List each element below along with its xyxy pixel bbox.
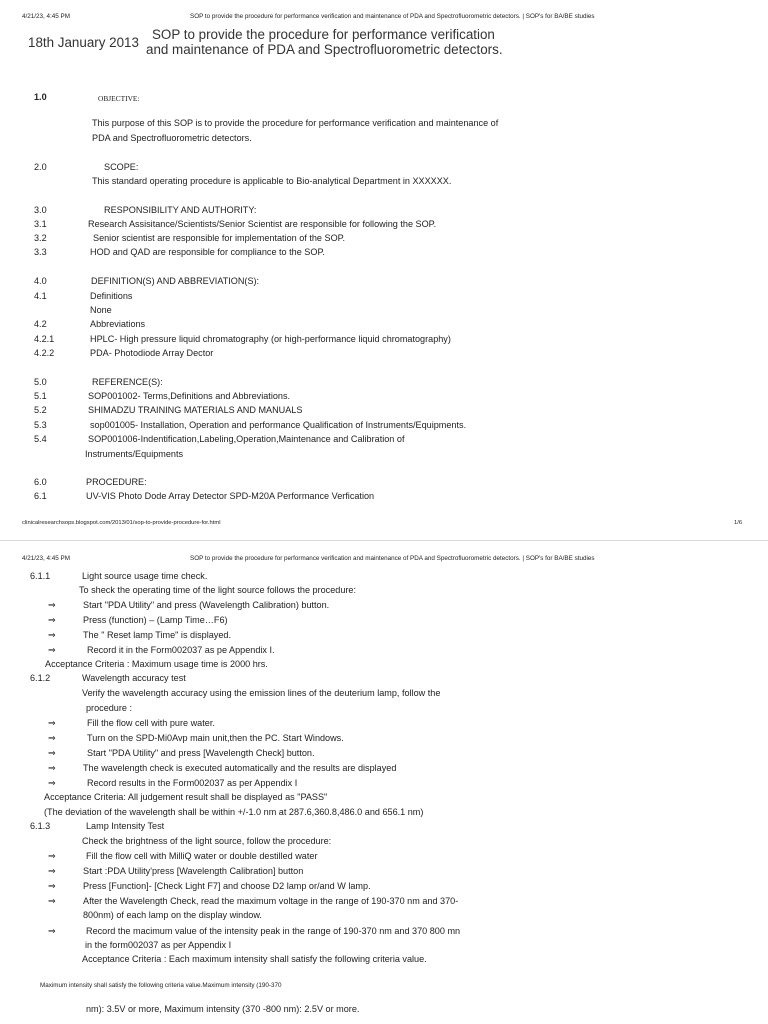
section-number: 3.2: [34, 233, 47, 243]
arrow-icon: ⇒: [48, 733, 56, 743]
arrow-icon: ⇒: [48, 748, 56, 758]
body-text: To sheck the operating time of the light source follows the procedure:: [79, 585, 357, 595]
acceptance-criteria: Acceptance Criteria : Maximum usage time is 2000 hrs.: [45, 659, 268, 669]
section-number: 6.0: [34, 477, 47, 487]
criteria-value-small: Maximum intensity shall satisfy the following criteria value.Maximum intensity (190-370: [40, 982, 282, 989]
section-number: 5.1: [34, 391, 47, 401]
step-text: Turn on the SPD-Mi0Avp main unit,then the PC. Start Windows.: [87, 733, 344, 743]
section-heading: PROCEDURE:: [86, 477, 147, 487]
section-heading: SCOPE:: [104, 162, 139, 172]
criteria-value: nm): 3.5V or more, Maximum intensity (370 -800 nm): 2.5V or more.: [86, 1004, 360, 1014]
print-footer-url[interactable]: clinicalresearchsops.blogspot.com/2013/01/sop-to-provide-procedure-for.html: [22, 520, 221, 526]
acceptance-criteria: Acceptance Criteria: All judgement result shall be displayed as "PASS": [44, 792, 328, 802]
arrow-icon: ⇒: [48, 763, 56, 773]
arrow-icon: ⇒: [48, 645, 56, 655]
section-number: 6.1.3: [30, 821, 51, 831]
page-divider: [0, 540, 768, 541]
body-text: PDA and Spectrofluorometric detectors.: [92, 133, 252, 143]
body-text: None: [90, 305, 112, 315]
section-number: 1.0: [34, 92, 47, 102]
section-number: 3.3: [34, 247, 47, 257]
body-text: HPLC- High pressure liquid chromatography (or high-performance liquid chromatography): [90, 334, 451, 344]
subsection-heading: Light source usage time check.: [82, 571, 208, 581]
arrow-icon: ⇒: [48, 851, 56, 861]
page-title-line-1: SOP to provide the procedure for performance verification: [152, 27, 495, 42]
section-number: 4.2.2: [34, 348, 55, 358]
body-text: SOP001002- Terms,Definitions and Abbreviations.: [88, 391, 291, 401]
post-date: 18th January 2013: [28, 35, 139, 50]
acceptance-criteria: Acceptance Criteria : Each maximum intensity shall satisfy the following criteria value.: [82, 954, 427, 964]
section-number: 3.0: [34, 205, 47, 215]
body-text: sop001005- Installation, Operation and performance Qualification of Instruments/Equipments.: [90, 420, 467, 430]
step-text: After the Wavelength Check, read the maximum voltage in the range of 190-370 nm and 370-: [83, 896, 459, 906]
arrow-icon: ⇒: [48, 778, 56, 788]
section-number: 6.1.2: [30, 673, 51, 683]
body-text: Research Assisitance/Scientists/Senior Scientist are responsible for following the SOP.: [88, 219, 437, 229]
subsection-heading: Lamp Intensity Test: [86, 821, 165, 831]
section-number: 4.2: [34, 319, 47, 329]
body-text: Check the brightness of the light source, follow the procedure:: [82, 836, 332, 846]
step-text: Record it in the Form002037 as pe Appendix I.: [87, 645, 275, 655]
step-text: Start :PDA Utility'press [Wavelength Calibration] button: [83, 866, 304, 876]
section-number: 4.2.1: [34, 334, 55, 344]
body-text: HOD and QAD are responsible for compliance to the SOP.: [90, 247, 325, 257]
arrow-icon: ⇒: [48, 866, 56, 876]
body-text: This purpose of this SOP is to provide the procedure for performance verification and maintenance of: [92, 118, 499, 128]
section-heading: REFERENCE(S):: [92, 377, 163, 387]
step-text: The " Reset lamp Time" is displayed.: [83, 630, 231, 640]
arrow-icon: ⇒: [48, 615, 56, 625]
section-number: 5.3: [34, 420, 47, 430]
section-number: 4.1: [34, 291, 47, 301]
section-heading: OBJECTIVE:: [98, 94, 140, 103]
section-number: 6.1.1: [30, 571, 51, 581]
body-text: procedure :: [86, 703, 133, 713]
body-text: Abbreviations: [90, 319, 146, 329]
body-text: This standard operating procedure is applicable to Bio-analytical Department in XXXXXX.: [92, 176, 452, 186]
subsection-heading: Wavelength accuracy test: [82, 673, 186, 683]
body-text: Senior scientist are responsible for implementation of the SOP.: [93, 233, 346, 243]
print-footer-page-number: 1/6: [734, 520, 743, 526]
step-text: Record results in the Form002037 as per Appendix I: [87, 778, 298, 788]
arrow-icon: ⇒: [48, 926, 56, 936]
print-header-datetime: 4/21/23, 4:45 PM: [22, 13, 70, 20]
page-title-line-2: and maintenance of PDA and Spectrofluorometric detectors.: [146, 42, 503, 57]
arrow-icon: ⇒: [48, 600, 56, 610]
section-number: 5.0: [34, 377, 47, 387]
arrow-icon: ⇒: [48, 718, 56, 728]
step-text: Fill the flow cell with MilliQ water or double destilled water: [86, 851, 318, 861]
section-number: 3.1: [34, 219, 47, 229]
step-text: Start "PDA Utility" and press [Wavelength Check] button.: [87, 748, 315, 758]
print-header-datetime: 4/21/23, 4:45 PM: [22, 555, 70, 562]
step-text: Fill the flow cell with pure water.: [87, 718, 215, 728]
body-text: Instruments/Equipments: [85, 449, 184, 459]
body-text: PDA- Photodiode Array Dector: [90, 348, 214, 358]
step-text: in the form002037 as per Appendix I: [85, 940, 232, 950]
body-text: Definitions: [90, 291, 133, 301]
step-text: Press (function) – (Lamp Time…F6): [83, 615, 228, 625]
print-header-title: SOP to provide the procedure for performance verification and maintenance of PDA and Spectrofluorometric detectors. | SOP's for BA/BE studies: [190, 13, 595, 20]
section-number: 6.1: [34, 491, 47, 501]
section-heading: RESPONSIBILITY AND AUTHORITY:: [104, 205, 257, 215]
section-number: 2.0: [34, 162, 47, 172]
step-text: Start "PDA Utility" and press (Wavelength Calibration) button.: [83, 600, 330, 610]
print-header-title: SOP to provide the procedure for performance verification and maintenance of PDA and Spectrofluorometric detectors. | SOP's for BA/BE studies: [190, 555, 595, 562]
body-text: UV-VIS Photo Dode Array Detector SPD-M20A Performance Verfication: [86, 491, 375, 501]
body-text: Verify the wavelength accuracy using the emission lines of the deuterium lamp, follow the: [82, 688, 441, 698]
body-text: SHIMADZU TRAINING MATERIALS AND MANUALS: [88, 405, 303, 415]
section-heading: DEFINITION(S) AND ABBREVIATION(S):: [91, 276, 260, 286]
arrow-icon: ⇒: [48, 881, 56, 891]
step-text: Record the macimum value of the intensity peak in the range of 190-370 nm and 370 800 mn: [86, 926, 461, 936]
body-text: SOP001006-Indentification,Labeling,Operation,Maintenance and Calibration of: [88, 434, 405, 444]
arrow-icon: ⇒: [48, 630, 56, 640]
arrow-icon: ⇒: [48, 896, 56, 906]
step-text: 800nm) of each lamp on the display window.: [83, 910, 262, 920]
step-text: Press [Function]- [Check Light F7] and choose D2 lamp or/and W lamp.: [83, 881, 371, 891]
section-number: 5.2: [34, 405, 47, 415]
acceptance-criteria-note: (The deviation of the wavelength shall be within +/-1.0 nm at 287.6,360.8,486.0 and 656.1 nm): [44, 807, 424, 817]
step-text: The wavelength check is executed automatically and the results are displayed: [83, 763, 397, 773]
section-number: 4.0: [34, 276, 47, 286]
section-number: 5.4: [34, 434, 47, 444]
